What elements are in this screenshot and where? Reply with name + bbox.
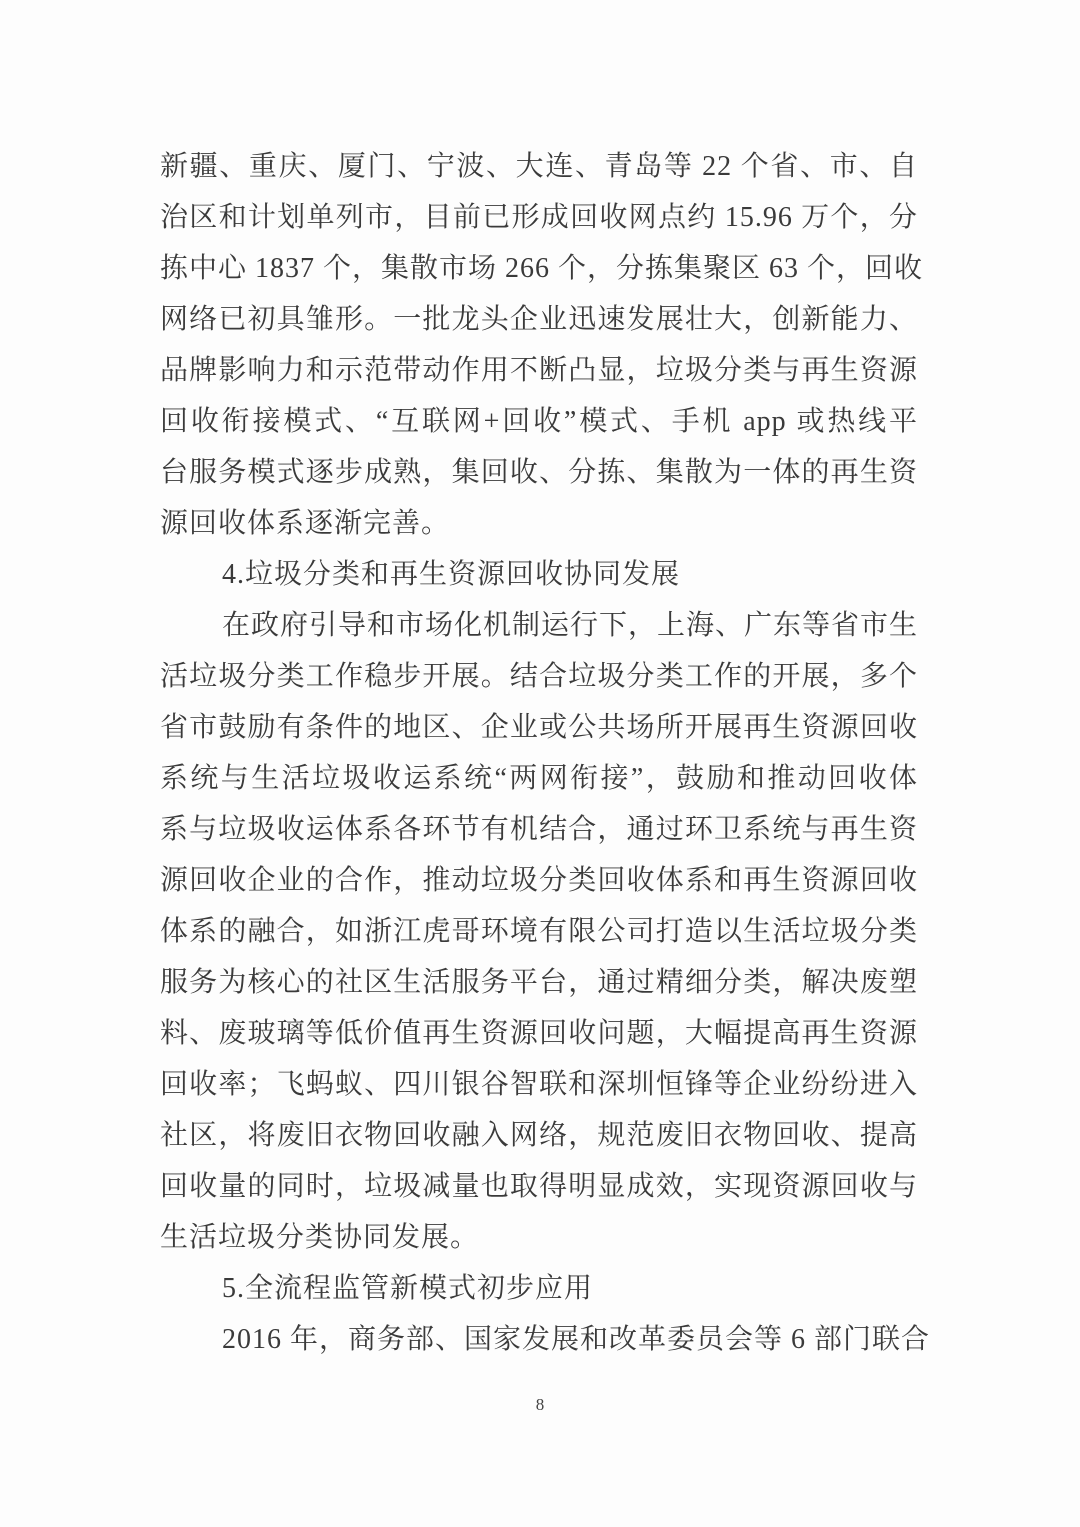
body-line: 源回收体系逐渐完善。	[160, 508, 451, 539]
body-line: 网络已初具雏形。一批龙头企业迅速发展壮大，创新能力、	[160, 304, 918, 335]
section-heading-4: 4.垃圾分类和再生资源回收协同发展	[222, 559, 681, 590]
body-line: 系统与生活垃圾收运系统“两网衔接”，鼓励和推动回收体	[160, 763, 918, 794]
section-heading-5: 5.全流程监管新模式初步应用	[222, 1273, 594, 1304]
body-line: 省市鼓励有条件的地区、企业或公共场所开展再生资源回收	[160, 712, 918, 743]
body-line: 回收率；飞蚂蚁、四川银谷智联和深圳恒锋等企业纷纷进入	[160, 1069, 918, 1100]
body-line: 生活垃圾分类协同发展。	[160, 1222, 480, 1253]
body-line: 台服务模式逐步成熟，集回收、分拣、集散为一体的再生资	[160, 457, 918, 488]
body-line: 拣中心 1837 个，集散市场 266 个，分拣集聚区 63 个，回收	[160, 253, 924, 284]
body-line: 回收量的同时，垃圾减量也取得明显成效，实现资源回收与	[160, 1171, 918, 1202]
body-line: 服务为核心的社区生活服务平台，通过精细分类，解决废塑	[160, 967, 918, 998]
body-line: 2016 年，商务部、国家发展和改革委员会等 6 部门联合	[222, 1324, 931, 1355]
body-line: 社区，将废旧衣物回收融入网络，规范废旧衣物回收、提高	[160, 1120, 918, 1151]
body-line: 源回收企业的合作，推动垃圾分类回收体系和再生资源回收	[160, 865, 918, 896]
body-line: 系与垃圾收运体系各环节有机结合，通过环卫系统与再生资	[160, 814, 918, 845]
body-line: 品牌影响力和示范带动作用不断凸显，垃圾分类与再生资源	[160, 355, 918, 386]
body-line: 新疆、重庆、厦门、宁波、大连、青岛等 22 个省、市、自	[160, 151, 918, 182]
body-line: 在政府引导和市场化机制运行下，上海、广东等省市生	[222, 610, 919, 641]
body-line: 料、废玻璃等低价值再生资源回收问题，大幅提高再生资源	[160, 1018, 918, 1049]
page-number: 8	[535, 1395, 545, 1414]
body-line: 治区和计划单列市，目前已形成回收网点约 15.96 万个，分	[160, 202, 918, 233]
text-block	[160, 141, 931, 1365]
body-line: 活垃圾分类工作稳步开展。结合垃圾分类工作的开展，多个	[160, 661, 918, 692]
body-line: 回收衔接模式、“互联网+回收”模式、手机 app 或热线平	[160, 406, 918, 437]
body-line: 体系的融合，如浙江虎哥环境有限公司打造以生活垃圾分类	[160, 916, 918, 947]
